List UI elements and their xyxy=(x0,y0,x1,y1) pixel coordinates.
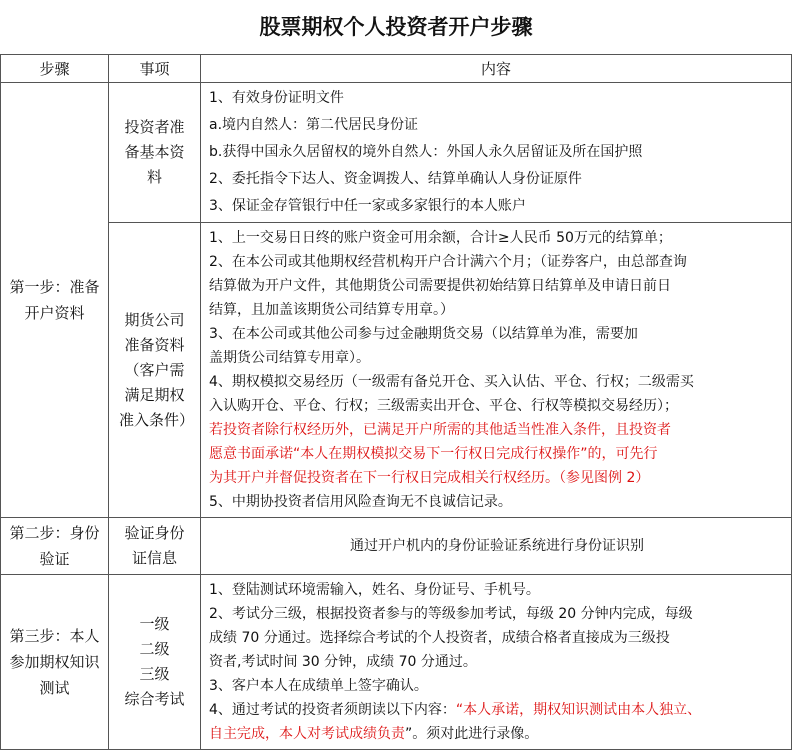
content-line: 3、客户本人在成绩单上签字确认。 xyxy=(209,678,428,694)
content-line-red: 愿意书面承诺“本人在期权模拟交易下一行权日完成行权操作”的，可先行 xyxy=(209,446,658,462)
content-text: 4、通过考试的投资者须朗读以下内容： xyxy=(209,702,456,718)
content-text-red: 自主完成，本人对考试成绩负责 xyxy=(209,726,405,742)
table-row xyxy=(1,83,792,223)
content-line: 3、保证金存管银行中任一家或多家银行的本人账户 xyxy=(209,198,526,214)
steps-table xyxy=(0,54,792,750)
header-step: 步骤 xyxy=(1,55,109,83)
step1-item-b-label: 期货公司准备资料（客户需满足期权准入条件） xyxy=(109,223,201,518)
level-item: 二级 xyxy=(139,640,170,658)
table-row xyxy=(1,223,792,518)
content-line-red: 若投资者除行权经历外，已满足开户所需的其他适当性准入条件，且投资者 xyxy=(209,422,671,438)
step2-item: 验证身份证信息 xyxy=(109,518,201,575)
content-line: b.获得中国永久居留权的境外自然人：外国人永久居留证及所在国护照 xyxy=(209,144,643,160)
content-text-red: “本人承诺，期权知识测试由本人独立、 xyxy=(455,702,702,718)
step1-item-a-label: 投资者准备基本资料 xyxy=(109,83,201,223)
content-line-red: 为其开户并督促投资者在下一行权日完成相关行权经历。（参见图例 2） xyxy=(209,470,650,486)
step3-content xyxy=(201,575,792,750)
content-line: 盖期货公司结算专用章）。 xyxy=(209,350,370,366)
step2-content: 通过开户机内的身份证验证系统进行身份证识别 xyxy=(201,518,792,575)
step1-item-b-content xyxy=(201,223,792,518)
content-line xyxy=(209,722,785,746)
content-line: 5、中期协投资者信用风险查询无不良诚信记录。 xyxy=(209,494,512,510)
content-line: 结算做为开户文件，其他期货公司需要提供初始结算日结算单及申请日前日 xyxy=(209,278,671,294)
table-header-row xyxy=(1,55,792,83)
content-text: ”。须对此进行录像。 xyxy=(405,726,539,742)
level-item: 一级 xyxy=(139,615,170,633)
content-line: 成绩 70 分通过。选择综合考试的个人投资者，成绩合格者直接成为三级投 xyxy=(209,630,670,646)
level-item: 三级 xyxy=(139,665,170,683)
content-line: 1、登陆测试环境需输入，姓名、身份证号、手机号。 xyxy=(209,582,540,598)
step1-label: 第一步：准备开户资料 xyxy=(1,83,109,518)
content-line: 1、有效身份证明文件 xyxy=(209,90,344,106)
content-line xyxy=(209,698,785,722)
page-title: 股票期权个人投资者开户步骤 xyxy=(259,15,533,39)
content-line: 结算，且加盖该期货公司结算专用章。） xyxy=(209,302,454,318)
step2-label: 第二步：身份验证 xyxy=(1,518,109,575)
table-row xyxy=(1,575,792,750)
content-line: 3、在本公司或其他公司参与过金融期货交易（以结算单为准，需要加 xyxy=(209,326,638,342)
step1-item-a-content xyxy=(201,83,792,223)
content-line: 2、在本公司或其他期权经营机构开户合计满六个月；（证券客户，由总部查询 xyxy=(209,254,687,270)
content-line: a.境内自然人：第二代居民身份证 xyxy=(209,117,419,133)
table-row xyxy=(1,518,792,575)
header-item: 事项 xyxy=(109,55,201,83)
content-line: 资者,考试时间 30 分钟，成绩 70 分通过。 xyxy=(209,654,477,670)
content-line: 1、上一交易日日终的账户资金可用余额，合计≥人民币 50万元的结算单； xyxy=(209,230,672,246)
content-line: 4、期权模拟交易经历（一级需有备兑开仓、买入认估、平仓、行权；二级需买 xyxy=(209,374,694,390)
content-line: 入认购开仓、平仓、行权；三级需卖出开仓、平仓、行权等模拟交易经历）； xyxy=(209,398,678,414)
content-line: 2、考试分三级，根据投资者参与的等级参加考试，每级 20 分钟内完成，每级 xyxy=(209,606,693,622)
header-content: 内容 xyxy=(201,55,792,83)
level-item: 综合考试 xyxy=(124,690,185,708)
step3-label: 第三步：本人参加期权知识测试 xyxy=(1,575,109,750)
step3-levels xyxy=(109,575,201,750)
content-line: 2、委托指令下达人、资金调拨人、结算单确认人身份证原件 xyxy=(209,171,582,187)
